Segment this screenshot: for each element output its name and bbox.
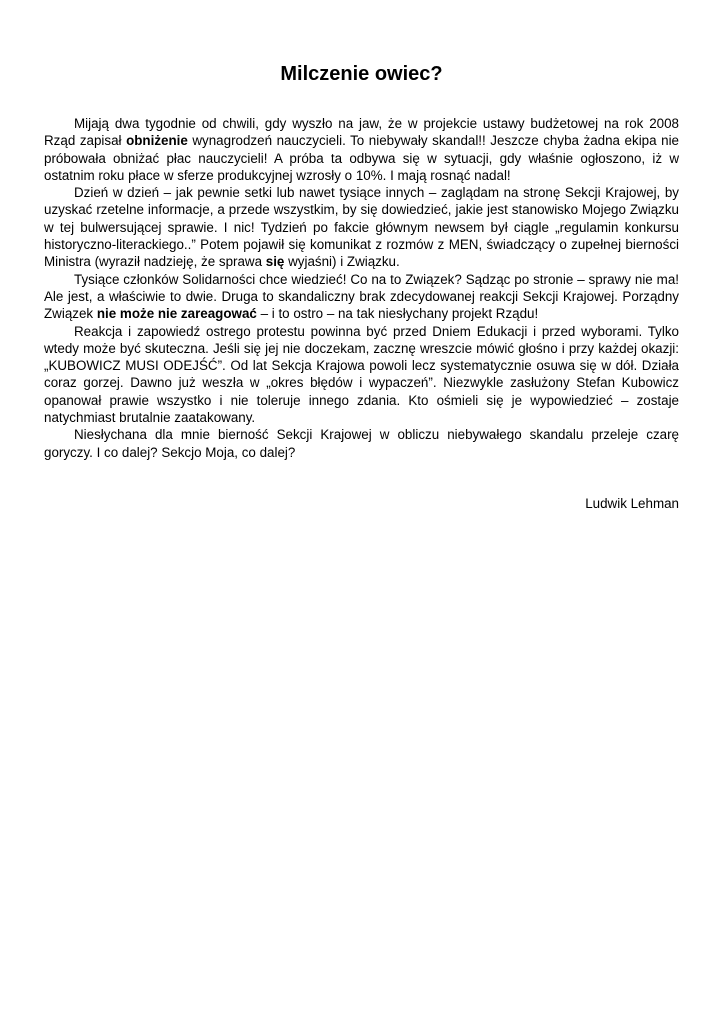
- paragraph-1-text-b: wynagrodzeń nauczycieli. To niebywały skandal!! Jeszcze chyba żadna ekipa nie próbowała obniżać płac nauczycieli! A próba ta odbywa się w sytuacji, gdy właśnie ogłoszono, iż w ostatnim roku płace w sferze produkcyjnej wzrosły o 10%. I mają rosnąć nadal!: [44, 133, 679, 183]
- paragraph-1-text-a: Mijają dwa tygodnie od chwili, gdy wyszło na jaw, że w projekcie ustawy budżetowej na rok 2008 Rząd zapisał: [44, 116, 679, 149]
- paragraph-2-text-b: wyjaśni) i Związku.: [284, 254, 400, 270]
- page-title: Milczenie owiec?: [280, 63, 443, 85]
- paragraph-2: [44, 184, 679, 270]
- paragraph-3-text-b: – i to ostro – na tak niesłychany projekt Rządu!: [256, 306, 539, 322]
- paragraph-5: Niesłychana dla mnie bierność Sekcji Krajowej w obliczu niebywałego skandalu przeleje czarę goryczy. I co dalej? Sekcjo Moja, co dalej?: [44, 427, 679, 460]
- paragraph-3: [44, 271, 679, 323]
- document-page: [44, 60, 679, 512]
- paragraph-3-text-a: Tysiące członków Solidarności chce wiedzieć! Co na to Związek? Sądząc po stronie – sprawy nie ma! Ale jest, a właściwie to dwie. Druga to skandaliczny brak zdecydowanej reakcji Sekcji Krajowej. Porządny Związek: [44, 271, 679, 322]
- paragraph-2-bold: się: [265, 254, 285, 270]
- author-signature: Ludwik Lehman: [585, 495, 679, 511]
- paragraph-2-text-a: Dzień w dzień – jak pewnie setki lub nawet tysiące innych – zaglądam na stronę Sekcji Krajowej, by uzyskać rzetelne informacje, a przede wszystkim, by się dowiedzieć, jakie jest stanowisko Mojego Związku w tej bulwersującej sprawie. I nic! Tydzień po fakcie głównym newsem był ciągle „regulamin konkursu historyczno-literackiego..” Potem pojawił się komunikat z rozmów z MEN, świadczący o zupełnej bierności Ministra (wyraził nadzieję, że sprawa: [44, 185, 679, 270]
- paragraph-1-bold: obniżenie: [126, 133, 188, 149]
- paragraph-4: Reakcja i zapowiedź ostrego protestu powinna być przed Dniem Edukacji i przed wyborami. Tylko wtedy może być skuteczna. Jeśli się jej nie doczekam, zacznę wreszcie mówić głośno i przy każdej okazji: „KUBOWICZ MUSI ODEJŚĆ”. Od lat Sekcja Krajowa powoli lecz systematycznie osuwa się w dół. Działa coraz gorzej. Dawno już weszła w „okres błędów i wypaczeń”. Niezwykle zasłużony Stefan Kubowicz opanował prawie wszystko i nie toleruje innego zdania. Kto ośmieli się je wypowiedzieć – zostaje natychmiast brutalnie zaatakowany.: [44, 323, 679, 426]
- paragraph-1: [44, 115, 679, 184]
- paragraph-3-bold: nie może nie zareagować: [96, 306, 257, 322]
